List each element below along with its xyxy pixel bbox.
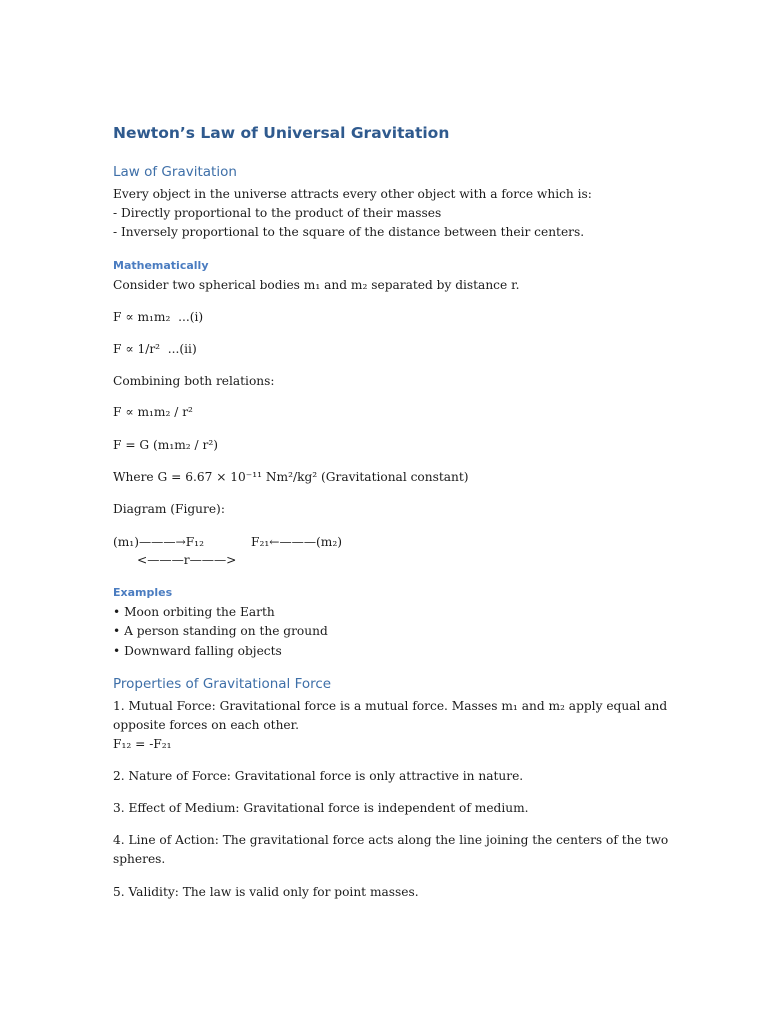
section-heading-law: Law of Gravitation bbox=[113, 164, 237, 180]
diagram-right-mass: F₂₁←———(m₂) bbox=[251, 535, 342, 549]
law-intro: Every object in the universe attracts every other object with a force which is: bbox=[113, 187, 592, 201]
diagram-label: Diagram (Figure): bbox=[113, 502, 225, 516]
combining-text: Combining both relations: bbox=[113, 374, 275, 388]
property-1-line-1: 1. Mutual Force: Gravitational force is a mutual force. Masses m₁ and m₂ apply equal and bbox=[113, 699, 668, 713]
example-item: • Moon orbiting the Earth bbox=[113, 605, 275, 619]
math-intro: Consider two spherical bodies m₁ and m₂ separated by distance r. bbox=[113, 278, 520, 292]
property-1-equation: F₁₂ = -F₂₁ bbox=[113, 737, 172, 751]
property-4-line-2: spheres. bbox=[113, 852, 166, 866]
page-title: Newton’s Law of Universal Gravitation bbox=[113, 124, 450, 142]
section-heading-properties: Properties of Gravitational Force bbox=[113, 676, 332, 692]
diagram-distance: <———r———> bbox=[137, 553, 237, 567]
example-item: • A person standing on the ground bbox=[113, 624, 328, 638]
equation-2: F ∝ 1/r² ...(ii) bbox=[113, 342, 197, 356]
subheading-mathematically: Mathematically bbox=[113, 259, 209, 272]
gravitational-constant: Where G = 6.67 × 10⁻¹¹ Nm²/kg² (Gravitational constant) bbox=[113, 470, 469, 484]
example-item: • Downward falling objects bbox=[113, 644, 282, 658]
document-page bbox=[113, 0, 669, 1024]
property-3: 3. Effect of Medium: Gravitational force is independent of medium. bbox=[113, 801, 529, 815]
property-2: 2. Nature of Force: Gravitational force is only attractive in nature. bbox=[113, 769, 524, 783]
equation-3: F ∝ m₁m₂ / r² bbox=[113, 405, 193, 419]
property-5: 5. Validity: The law is valid only for point masses. bbox=[113, 885, 419, 899]
property-4-line-1: 4. Line of Action: The gravitational force acts along the line joining the centers of the two bbox=[113, 833, 669, 847]
diagram-left-mass: (m₁)———→F₁₂ bbox=[113, 535, 204, 549]
law-point-1: - Directly proportional to the product of their masses bbox=[113, 206, 442, 220]
subheading-examples: Examples bbox=[113, 586, 173, 599]
equation-4: F = G (m₁m₂ / r²) bbox=[113, 438, 218, 452]
law-point-2: - Inversely proportional to the square of the distance between their centers. bbox=[113, 225, 585, 239]
equation-1: F ∝ m₁m₂ ...(i) bbox=[113, 310, 204, 324]
property-1-line-2: opposite forces on each other. bbox=[113, 718, 300, 732]
